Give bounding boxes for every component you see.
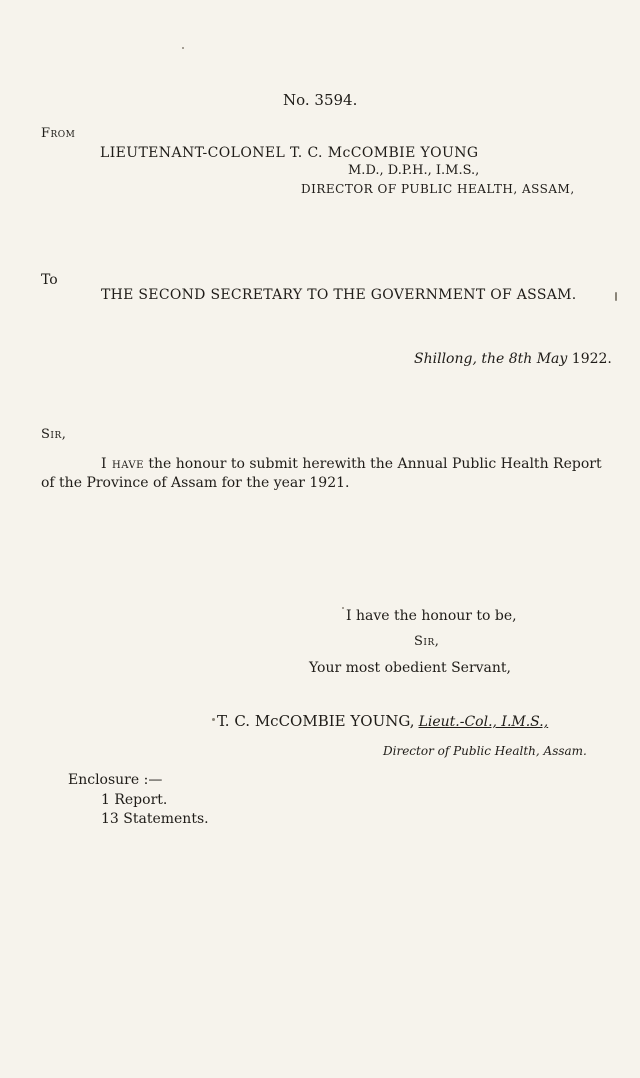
closing-line-1: I have the honour to be, [346, 608, 517, 624]
body-line-1-text: the honour to submit herewith the Annual Public Health Report [143, 456, 602, 472]
document-number: No. 3594. [283, 91, 358, 109]
signature-designation: Director of Public Health, Assam. [383, 744, 587, 758]
salutation: Sir, [41, 427, 67, 442]
enclosure-heading: Enclosure :— [68, 772, 163, 788]
sender-degrees: M.D., D.P.H., I.M.S., [348, 163, 480, 178]
paper-speck [342, 607, 344, 609]
closing-line-3: Your most obedient Servant, [309, 660, 511, 676]
paper-speck [182, 47, 184, 49]
enclosure-item: 13 Statements. [101, 811, 209, 827]
signature-rank: Lieut.-Col., I.M.S., [418, 714, 549, 730]
recipient: THE SECOND SECRETARY TO THE GOVERNMENT OF ASSAM. [101, 287, 577, 303]
sender-title: DIRECTOR OF PUBLIC HEALTH, ASSAM, [301, 182, 575, 196]
paper-speck [615, 292, 617, 301]
body-line-1 [101, 456, 602, 472]
place-date-text: Shillong, the 8th May [414, 351, 568, 367]
paper-speck [212, 718, 215, 721]
signature-name: T. C. McCOMBIE YOUNG, [217, 712, 415, 730]
closing-line-2: Sir, [414, 634, 440, 649]
place-date-year: 1922. [571, 351, 612, 367]
to-label: To [41, 272, 58, 288]
body-line-2: of the Province of Assam for the year 1921. [41, 475, 350, 491]
body-opening: I have [101, 456, 144, 472]
signature [217, 712, 548, 730]
sender-name: LIEUTENANT-COLONEL T. C. McCOMBIE YOUNG [100, 145, 479, 161]
from-label: From [41, 126, 76, 141]
place-date [414, 351, 612, 367]
enclosure-item: 1 Report. [101, 792, 168, 808]
